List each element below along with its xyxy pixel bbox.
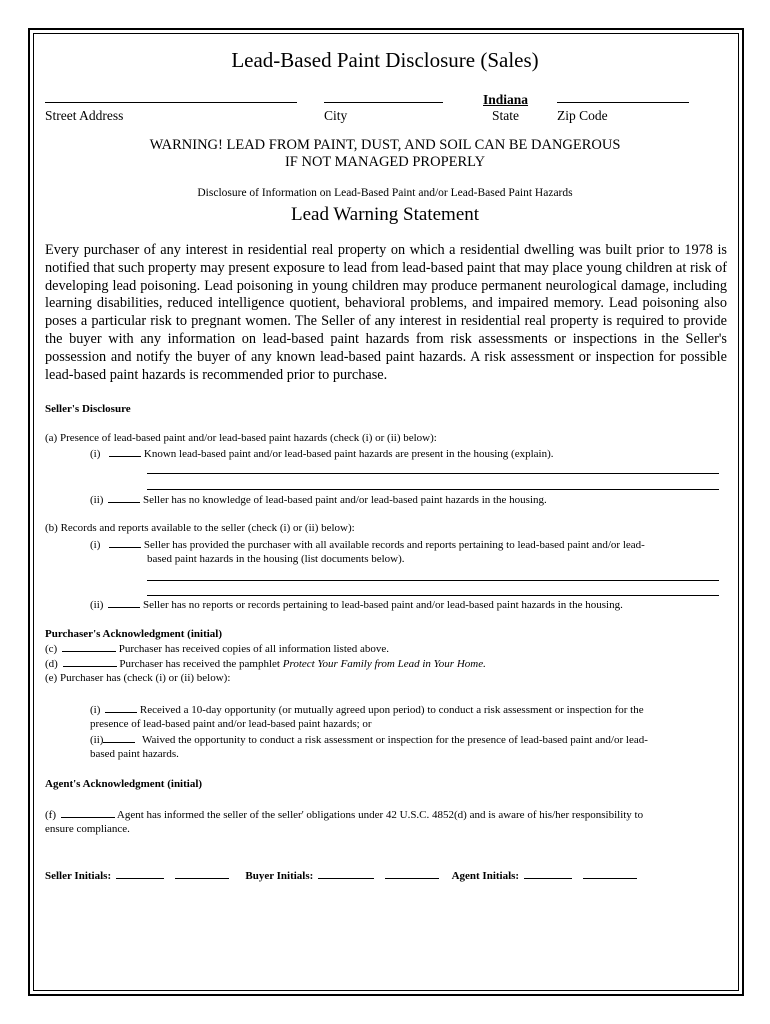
seller-b-ii-item — [90, 598, 623, 611]
document-title: Lead-Based Paint Disclosure (Sales) — [231, 48, 539, 72]
purchaser-e-ii-item — [90, 733, 648, 746]
buyer-initials-blank-2[interactable] — [385, 869, 439, 879]
state-label: State — [492, 108, 519, 123]
purchaser-e-i-text-1: Received a 10-day opportunity (or mutually agreed upon period) to conduct a risk assessment or inspection for the — [139, 704, 644, 716]
seller-a-ii-text: Seller has no knowledge of lead-based paint and/or lead-based paint hazards in the housing. — [142, 494, 547, 506]
seller-a-ii-number: (ii) — [90, 494, 104, 506]
seller-b-i-text-1: Seller has provided the purchaser with all available records and reports pertaining to lead-based paint and/or lead- — [143, 539, 645, 551]
initials-row — [45, 869, 637, 882]
lead-warning-statement: Every purchaser of any interest in residential real property on which a residential dwelling was built prior to 1978 is notified that such property may present exposure to lead from lead-based paint that may place young children at risk of developing lead poisoning. Lead poisoning in young children may produce permanent neurological damage, including learning disabilities, reduced intelligence quotient, behavioral problems, and impaired memory. Lead poisoning also poses a particular risk to pregnant women. The Seller of any interest in residential real property is required to provide the buyer with any information on lead-based paint hazards from risk assessments or inspections in the Seller's possession and notify the buyer of any known lead-based paint hazards. A risk assessment or inspection for possible lead-based paint hazards is recommended prior to purchase. — [45, 242, 727, 383]
seller-a-ii-item — [90, 493, 547, 506]
seller-a-explain-line-1[interactable] — [147, 473, 719, 474]
purchaser-e-ii-initial-blank[interactable] — [103, 733, 135, 743]
seller-b-ii-initial-blank[interactable] — [108, 598, 140, 608]
seller-a-explain-line-2[interactable] — [147, 489, 719, 490]
purchaser-e-i-text-2: presence of lead-based paint and/or lead-based paint hazards; or — [90, 718, 372, 730]
agent-f-text-1: Agent has informed the seller of the seller' obligations under 42 U.S.C. 4852(d) and is aware of his/her responsibility to — [116, 809, 644, 821]
agent-initials-blank-2[interactable] — [583, 869, 637, 879]
seller-b-i-text-2: based paint hazards in the housing (list documents below). — [147, 553, 405, 565]
seller-initials-blank-2[interactable] — [175, 869, 229, 879]
zip-code-label: Zip Code — [557, 108, 608, 123]
agent-acknowledgment-heading: Agent's Acknowledgment (initial) — [45, 778, 203, 790]
seller-a-i-text: Known lead-based paint and/or lead-based paint hazards are present in the housing (explain). — [143, 448, 554, 460]
disclosure-subheading: Disclosure of Information on Lead-Based Paint and/or Lead-Based Paint Hazards — [197, 187, 573, 199]
seller-b-i-initial-blank[interactable] — [109, 538, 141, 548]
purchaser-e-intro: (e) Purchaser has (check (i) or (ii) below): — [45, 672, 231, 684]
seller-b-i-item — [90, 538, 645, 551]
pamphlet-title: Protect Your Family from Lead in Your Home. — [282, 658, 486, 670]
agent-initials-label: Agent Initials: — [451, 870, 520, 882]
zip-code-line[interactable] — [557, 102, 689, 103]
warning-line-2: IF NOT MANAGED PROPERLY — [284, 154, 486, 170]
purchaser-d-number: (d) — [45, 658, 58, 670]
page-border-inner — [33, 33, 739, 991]
seller-initials-blank-1[interactable] — [116, 869, 164, 879]
buyer-initials-blank-1[interactable] — [318, 869, 374, 879]
warning-line-1: WARNING! LEAD FROM PAINT, DUST, AND SOIL CAN BE DANGEROUS — [149, 137, 621, 153]
purchaser-e-i-number: (i) — [90, 704, 101, 716]
city-label: City — [324, 108, 348, 123]
buyer-initials-label: Buyer Initials: — [245, 870, 314, 882]
agent-f-item — [45, 808, 643, 821]
purchaser-d-initial-blank[interactable] — [63, 657, 117, 667]
seller-a-i-initial-blank[interactable] — [109, 447, 141, 457]
seller-initials-label: Seller Initials: — [45, 870, 112, 882]
purchaser-acknowledgment-heading: Purchaser's Acknowledgment (initial) — [45, 628, 223, 640]
purchaser-e-ii-text-1: Waived the opportunity to conduct a risk assessment or inspection for the presence of lead-based paint and/or lead- — [142, 734, 648, 746]
seller-b-intro: (b) Records and reports available to the seller (check (i) or (ii) below): — [45, 522, 355, 534]
agent-f-text-2: ensure compliance. — [45, 823, 130, 835]
purchaser-c-number: (c) — [45, 643, 58, 655]
purchaser-e-i-item — [90, 703, 644, 716]
street-address-label: Street Address — [45, 108, 124, 123]
agent-f-number: (f) — [45, 809, 56, 821]
agent-initials-blank-1[interactable] — [524, 869, 572, 879]
purchaser-e-ii-text-2: based paint hazards. — [90, 748, 179, 760]
seller-b-documents-line-1[interactable] — [147, 580, 719, 581]
purchaser-d-item — [45, 657, 486, 670]
agent-f-initial-blank[interactable] — [61, 808, 115, 818]
seller-a-ii-initial-blank[interactable] — [108, 493, 140, 503]
seller-b-documents-line-2[interactable] — [147, 595, 719, 596]
seller-a-i-item — [90, 447, 554, 460]
purchaser-c-initial-blank[interactable] — [62, 642, 116, 652]
purchaser-c-item — [45, 642, 389, 655]
seller-b-ii-number: (ii) — [90, 599, 104, 611]
purchaser-e-ii-number: (ii) — [90, 734, 104, 746]
purchaser-d-text: Purchaser has received the pamphlet — [119, 658, 280, 670]
lead-warning-heading: Lead Warning Statement — [290, 204, 480, 225]
seller-b-ii-text: Seller has no reports or records pertaining to lead-based paint and/or lead-based paint hazards in the housing. — [142, 599, 623, 611]
seller-disclosure-heading: Seller's Disclosure — [45, 403, 131, 415]
street-address-line[interactable] — [45, 102, 297, 103]
purchaser-c-text: Purchaser has received copies of all information listed above. — [118, 643, 390, 655]
purchaser-e-i-initial-blank[interactable] — [105, 703, 137, 713]
city-line[interactable] — [324, 102, 443, 103]
seller-a-i-number: (i) — [90, 448, 101, 460]
seller-a-intro: (a) Presence of lead-based paint and/or lead-based paint hazards (check (i) or (ii) below): — [45, 432, 437, 444]
state-value: Indiana — [483, 92, 529, 107]
seller-b-i-number: (i) — [90, 539, 101, 551]
